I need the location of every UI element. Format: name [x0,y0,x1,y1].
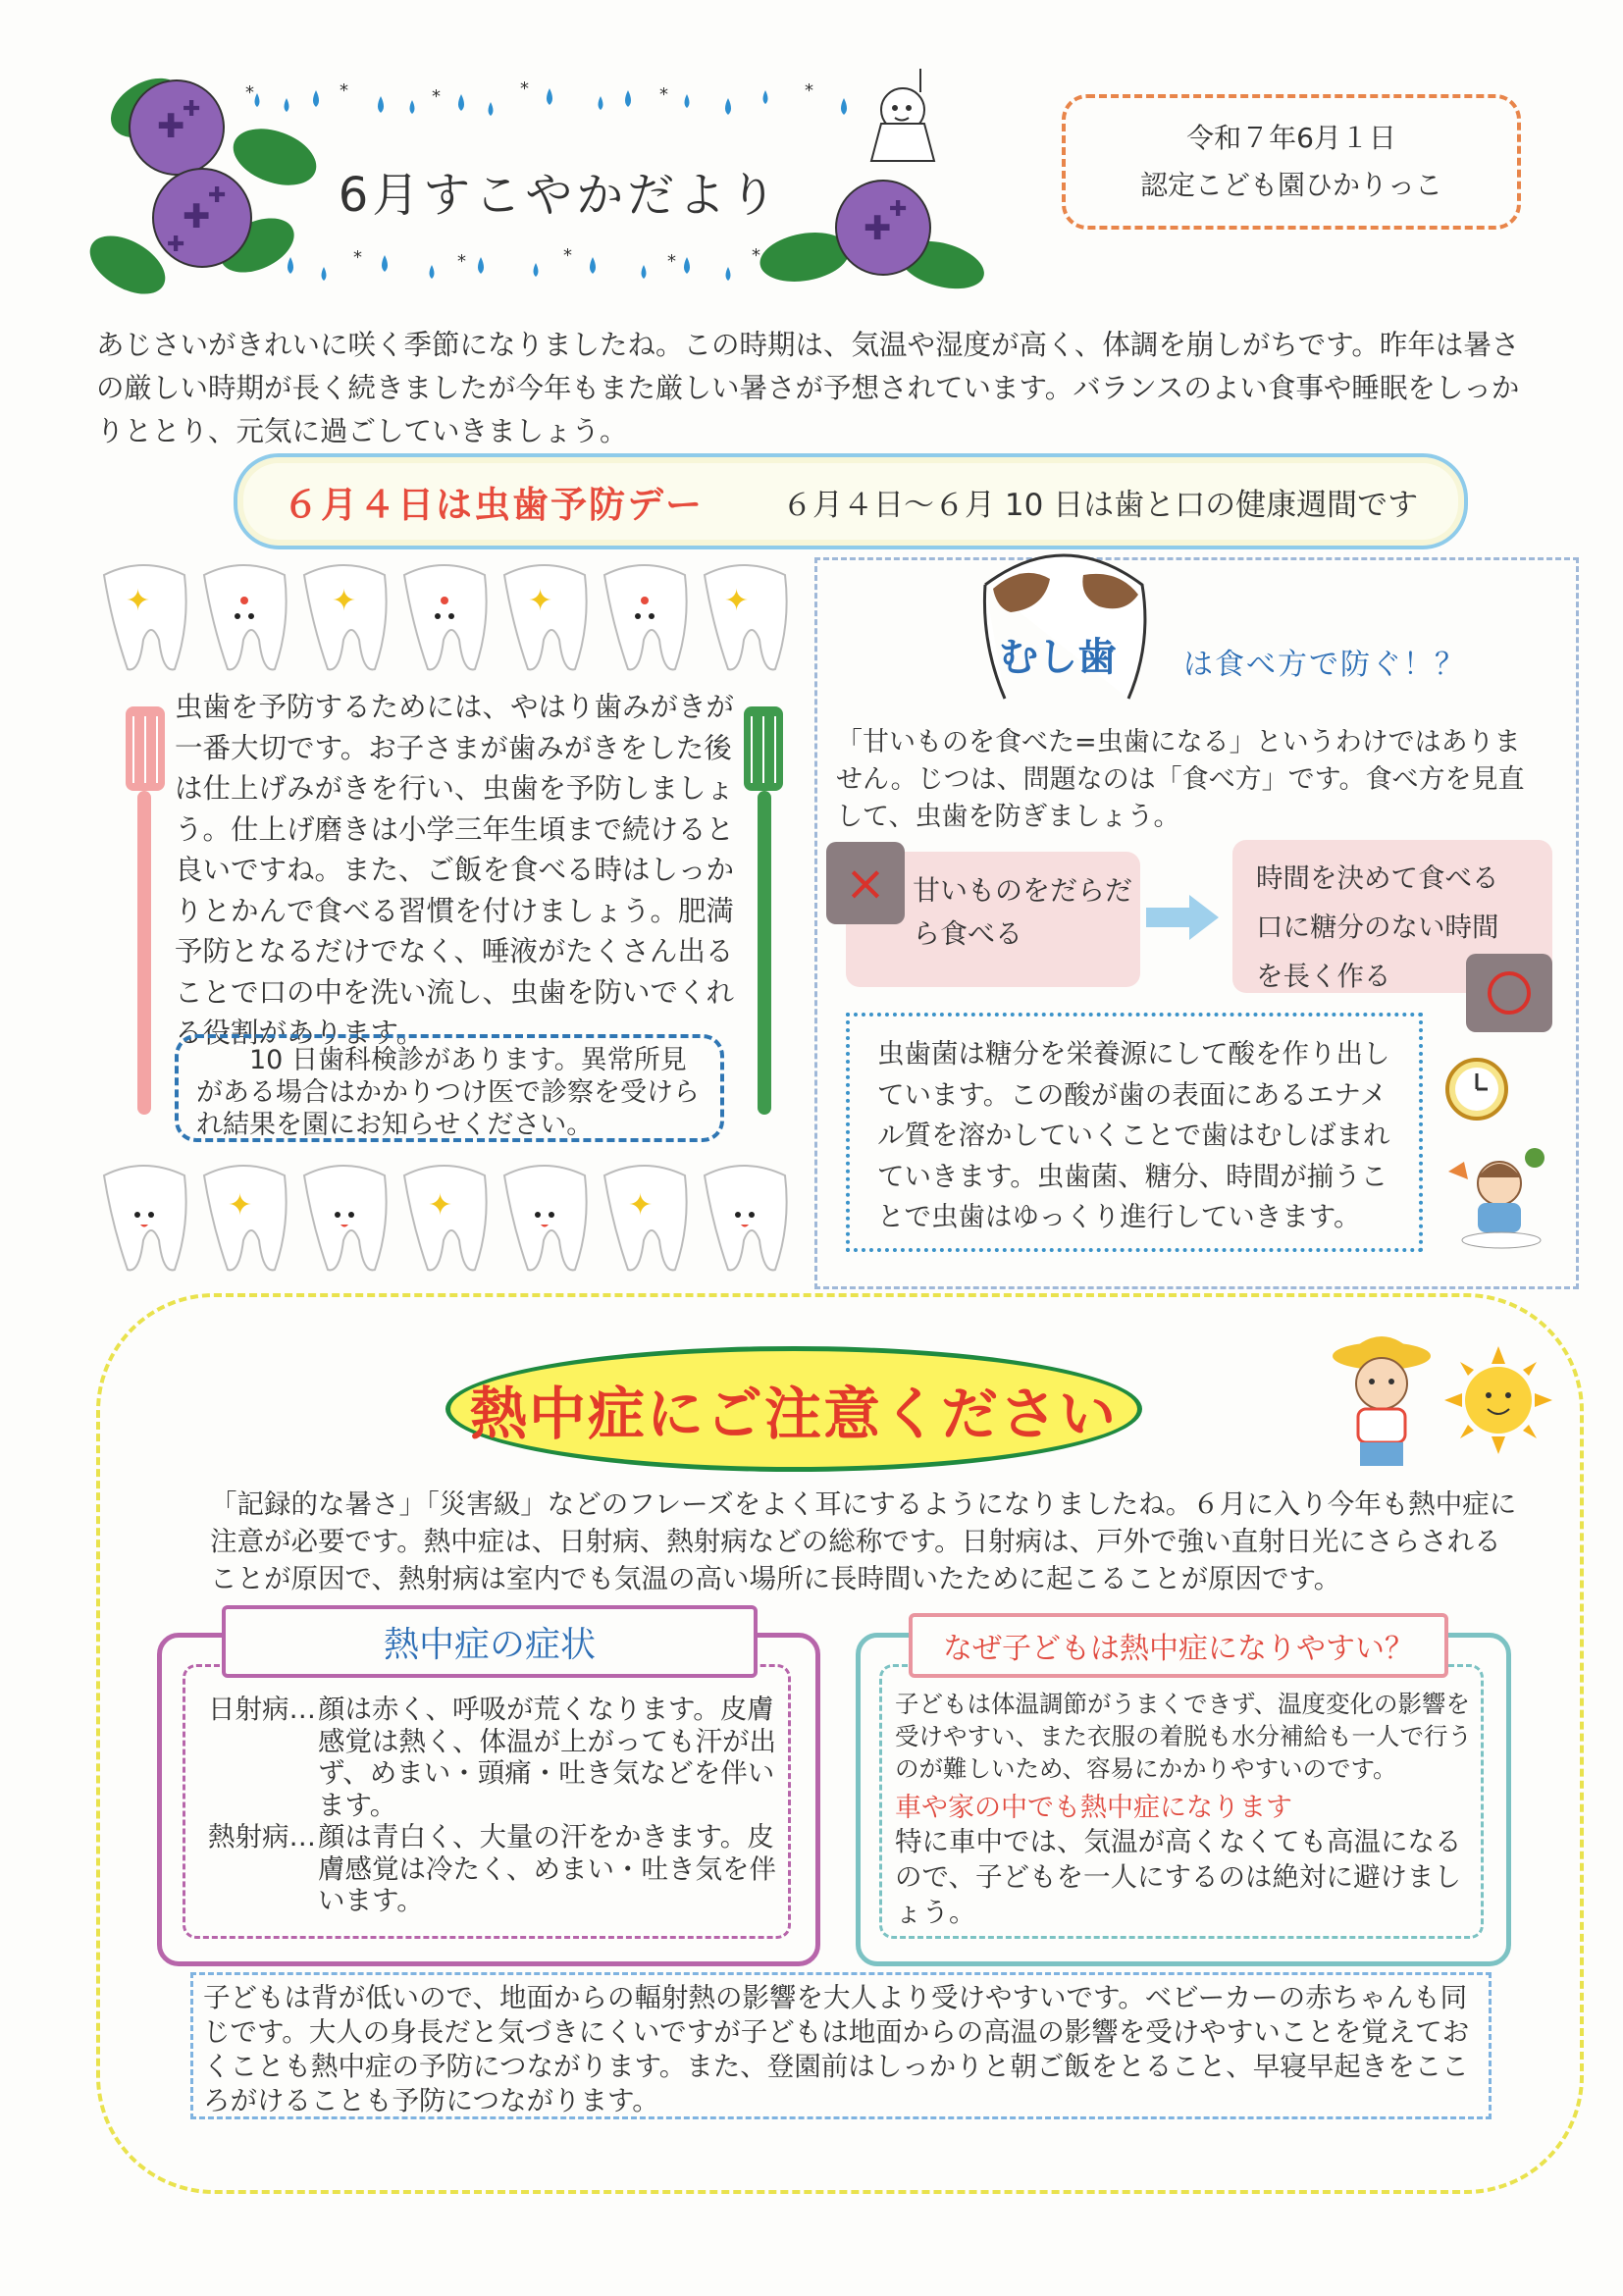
svg-text:✚: ✚ [183,97,201,122]
clock-icon [1442,1048,1511,1126]
header-decoration [0,0,1040,304]
symptom-description: 顔は赤く、呼吸が荒くなります。皮膚感覚は熱く、体温が上がっても汗が出ず、めまい・頭痛・吐き気などを伴います。 [318,1694,776,1821]
svg-text:✦: ✦ [228,1188,253,1223]
mushiba-subtitle: は食べ方で防ぐ！？ [1183,648,1466,682]
heatstroke-title: 熱中症にご注意ください [469,1381,1118,1447]
organization-name: 認定こども園ひかりっこ [1139,169,1442,201]
svg-text:✦: ✦ [428,1188,453,1223]
symptom-item [208,1694,777,1821]
symptom-term: 日射病… [208,1694,316,1725]
child-hat-icon [1325,1329,1442,1476]
teru-teru-bozu-icon [871,69,934,161]
dental-checkup-notice: 10 日歯科検診があります。異常所見がある場合はかかりつけ医で診察を受けられ結果を園にお知らせください。 [175,1034,724,1142]
why-children-body [895,1688,1474,1930]
symptom-term: 熱射病… [208,1821,316,1852]
good-habit-line: 時間を決めて食べる [1256,862,1499,894]
car-warning-text: 特に車中では、気温が高くなくても高温になるので、子どもを一人にするのは絶対に避けましょう。 [895,1826,1462,1928]
intro-paragraph: あじさいがきれいに咲く季節になりましたね。この時期は、気温や湿度が高く、体調を崩しがちです。昨年は暑さの厳しい時期が長く続きましたが今年もまた厳しい暑さが予想されています。バランスのよい食事や睡眠をしっかりととり、元気に過ごしていきましょう。 [96,329,1520,447]
cavity-banner-title: ６月４日は虫歯予防デー [283,484,704,526]
symptoms-title: 熱中症の症状 [222,1605,758,1678]
why-children-title: なぜ子どもは熱中症になりやすい？ [909,1613,1448,1678]
bad-habit-text: 甘いものをだらだら食べる [913,874,1133,950]
symptom-item [208,1821,777,1917]
svg-text:✚: ✚ [208,183,227,208]
svg-text:*: * [752,245,760,266]
svg-text:✚: ✚ [157,107,185,146]
good-habit-line: 口に糖分のない時間 [1256,912,1499,943]
svg-text:*: * [432,86,441,107]
svg-text:*: * [520,78,529,99]
svg-text:*: * [340,80,348,101]
heatstroke-title-banner [445,1346,1142,1472]
svg-text:✦: ✦ [126,584,151,618]
cavity-prevention-text: 虫歯を予防するためには、やはり歯みがきが一番大切です。お子さまが歯みがきをした後は仕上げみがきを行い、虫歯を予防しましょう。仕上げ磨きは小学三年生頃まで続けると良いですね。また、ご飯を食べる時はしっかりとかんで食べる習慣を付けましょう。肥満予防となるだけでなく、唾液がたくさん出ることで口の中を洗い流し、虫歯を防いでくれる役割があります。 [175,691,735,1049]
svg-text:*: * [353,247,362,268]
svg-text:✦: ✦ [332,584,357,618]
svg-text:*: * [667,251,676,272]
svg-text:✚: ✚ [889,197,908,222]
cavity-banner-subtitle: ６月４日〜６月 10 日は歯と口の健康週間です [782,487,1419,523]
teeth-decoration-bottom [96,1156,798,1274]
toothbrush-icon [118,706,177,1119]
newsletter-title: 6月すこやかだより [338,168,781,223]
why-children-text: 子どもは体温調節がうまくできず、温度変化の影響を受けやすい、また衣服の着脱も水分補給も一人で行うのが難しいため、容易にかかりやすいのです。 [895,1690,1472,1783]
svg-text:✚: ✚ [864,209,892,248]
date-box [1062,94,1521,230]
svg-text:✚: ✚ [167,233,185,257]
symptoms-list [208,1694,777,1917]
sun-icon [1444,1346,1552,1454]
radiant-heat-note: 子どもは背が低いので、地面からの輻射熱の影響を大人より受けやすいです。ベビーカーの赤ちゃんも同じです。大人の身長だと気づきにくいですが子どもは地面からの高温の影響を受けやすいことを覚えておくことも熱中症の予防につながります。また、登園前はしっかりと朝ご飯をとること、早寝早起きをこころがけることも予防につながります。 [190,1972,1492,2119]
svg-text:✦: ✦ [628,1188,654,1223]
svg-text:*: * [659,84,668,105]
mushiba-label: むし歯 [999,635,1117,680]
cross-mark-icon: × [826,842,905,924]
svg-text:✦: ✦ [724,584,750,618]
cavity-banner [234,453,1468,549]
svg-text:*: * [457,251,466,272]
svg-text:✦: ✦ [528,584,553,618]
bacteria-explanation: 虫歯菌は糖分を栄養源にして酸を作り出しています。この酸が歯の表面にあるエナメル質を溶かしていくことで歯はむしばまれていきます。虫歯菌、糖分、時間が揃うことで虫歯はゆっくり進行していきます。 [846,1013,1423,1252]
svg-text:*: * [563,245,572,266]
arrow-right-icon [1146,895,1219,940]
car-warning-subtitle: 車や家の中でも熱中症になります [895,1793,1292,1823]
child-eating-icon [1442,1138,1560,1256]
svg-text:*: * [805,80,813,101]
heatstroke-intro: 「記録的な暑さ」「災害級」などのフレーズをよく耳にするようになりましたね。６月に入り今年も熱中症に注意が必要です。熱中症は、日射病、熱射病などの総称です。日射病は、戸外で強い直射日光にさらされることが原因で、熱射病は室内でも気温の高い場所に長時間いたために起こることが原因です。 [210,1488,1517,1594]
circle-mark-icon [1466,954,1552,1032]
teeth-decoration-top [96,555,798,673]
eating-habits-intro: 「甘いものを食べた=虫歯になる」というわけではありません。じつは、問題なのは「食べ方」です。食べ方を見直して、虫歯を防ぎましょう。 [836,727,1525,832]
symptom-description: 顔は青白く、大量の汗をかきます。皮膚感覚は冷たく、めまい・吐き気を伴います。 [318,1821,776,1916]
good-habit-line: を長く作る [1256,961,1391,992]
svg-text:*: * [245,82,254,103]
issue-date: 令和７年6月１日 [1186,122,1396,154]
svg-text:✚: ✚ [183,197,211,236]
